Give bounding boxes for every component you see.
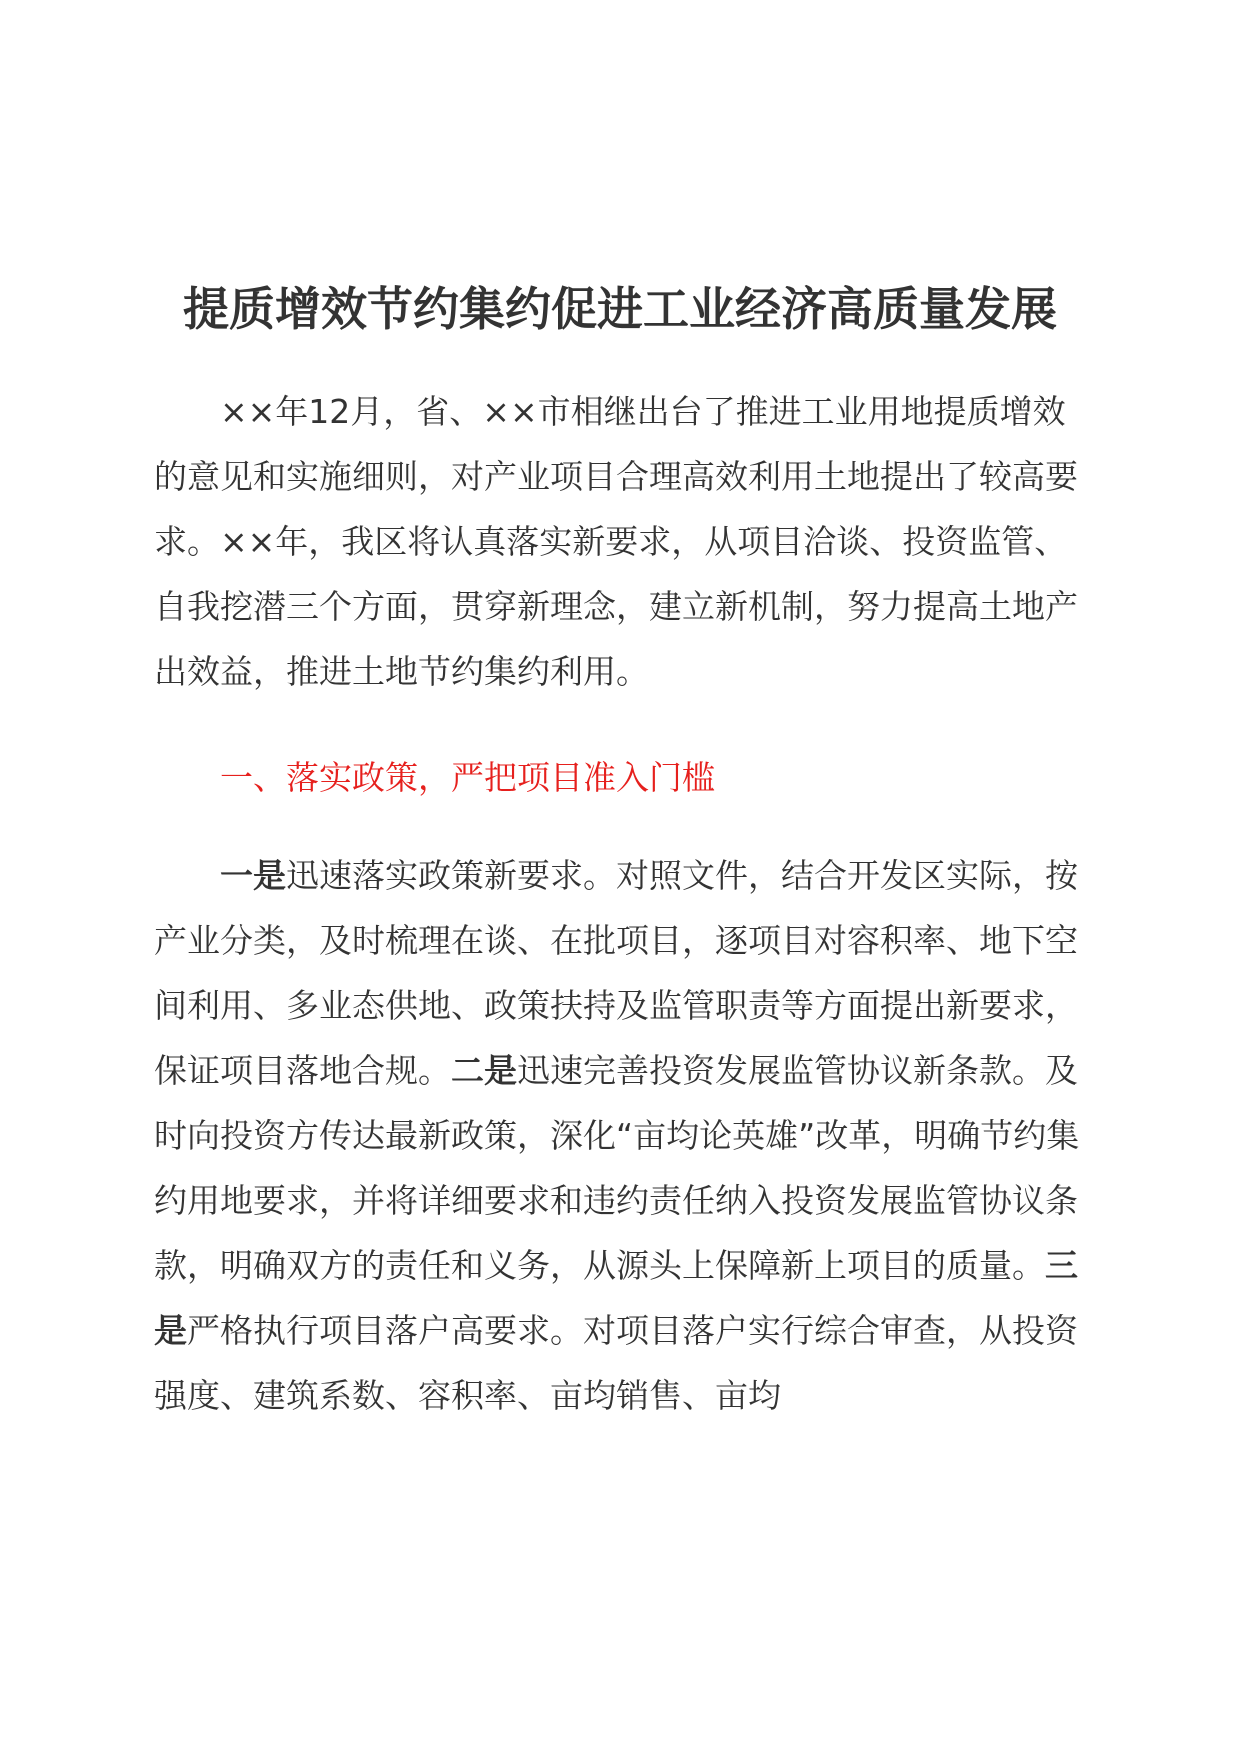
document-title: 提质增效节约集约促进工业经济高质量发展 — [183, 282, 1057, 336]
lead-phrase-two: 二是 — [451, 1051, 517, 1090]
lead-phrase-one: 一是 — [220, 856, 286, 895]
intro-paragraph: ××年12月，省、××市相继出台了推进工业用地提质增效的意见和实施细则，对产业项目合理高效利用土地提出了较高要求。××年，我区将认真落实新要求，从项目洽谈、投资监管、自我挖潜三个方面，贯穿新理念，建立新机制，努力提高土地产出效益，推进土地节约集约利用。 — [154, 392, 1078, 691]
lead-phrase-three: 三是 — [154, 1246, 1078, 1350]
point-three-text: 严格执行项目落户高要求。对项目落户实行综合审查，从投资强度、建筑系数、容积率、亩均销售、亩均 — [154, 1311, 1078, 1415]
section-heading: 一、落实政策，严把项目准入门槛 — [220, 758, 715, 797]
point-two-text: 迅速完善投资发展监管协议新条款。及时向投资方传达最新政策，深化“亩均论英雄”改革，明确节约集约用地要求，并将详细要求和违约责任纳入投资发展监管协议条款，明确双方的责任和义务，从源头上保障新上项目的质量。 — [154, 1051, 1080, 1285]
section-paragraph — [154, 843, 1094, 1428]
point-one-text: 迅速落实政策新要求。对照文件，结合开发区实际，按产业分类，及时梳理在谈、在批项目，逐项目对容积率、地下空间利用、多业态供地、政策扶持及监管职责等方面提出新要求，保证项目落地合规。 — [154, 856, 1078, 1090]
